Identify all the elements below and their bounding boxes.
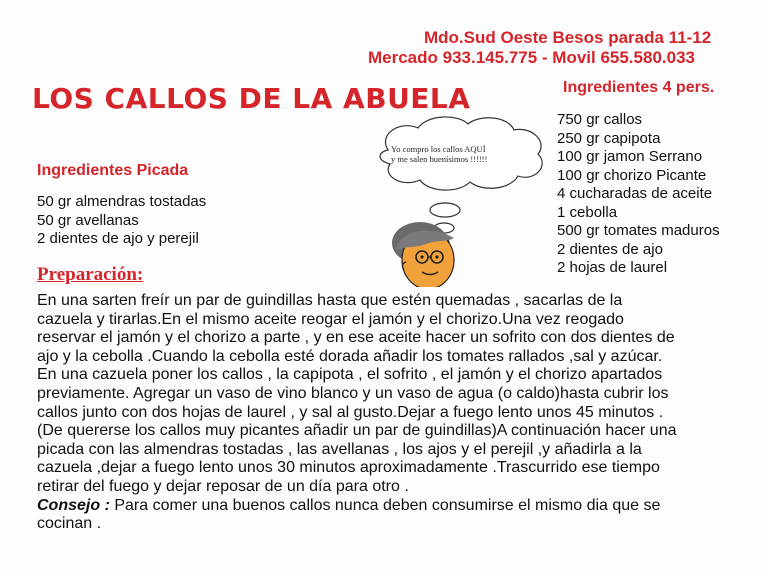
ingredients-list — [557, 111, 720, 278]
list-item: 2 dientes de ajo y perejil — [37, 230, 199, 247]
paragraph-line: En una cazuela poner los callos , la capipota , el sofrito , el jamón y el chorizo apartados — [37, 366, 663, 384]
thought-bubble-text — [391, 144, 487, 164]
paragraph-line: previamente. Agregar un vaso de vino blanco y un vaso de agua (o caldo)hasta cubrir los — [37, 384, 669, 402]
paragraph-line: ajo y la cebolla .Cuando la cebolla esté dorada añadir los tomates rallados ,sal y azúcar. — [37, 347, 663, 365]
list-item: 100 gr jamon Serrano — [557, 148, 703, 165]
tip-line-2: cocinan . — [37, 515, 102, 533]
paragraph-line: callos junto con dos hojas de laurel , y sal al gusto.Dejar a fuego lento unos 45 minutos . — [37, 403, 664, 421]
tip-text: Para comer una buenos callos nunca deben consumirse el mismo dia que se — [109, 496, 661, 514]
list-item: 4 cucharadas de aceite — [557, 185, 713, 202]
list-item: 50 gr almendras tostadas — [37, 193, 207, 210]
thought-bubble-illustration — [370, 112, 560, 287]
picada-list — [37, 193, 206, 249]
page-title: LOS CALLOS DE LA ABUELA — [32, 82, 471, 115]
paragraph-line: cazuela y tirarlas.En el mismo aceite reogar el jamón y el chorizo.Una vez reogado — [37, 310, 624, 328]
preparation-text — [37, 292, 757, 534]
list-item: 250 gr capipota — [557, 129, 661, 147]
list-item: 50 gr avellanas — [37, 211, 139, 229]
paragraph-line: picada con las almendras tostadas , las avellanas , los ajos y el perejil ,y añadirla a la — [37, 440, 642, 458]
list-item: 100 gr chorizo Picante — [557, 166, 707, 184]
list-item: 2 hojas de laurel — [557, 259, 668, 276]
preparation-heading: Preparación: — [37, 264, 144, 285]
tip-label: Consejo : — [37, 496, 110, 514]
list-item: 2 dientes de ajo — [557, 240, 663, 258]
paragraph-line: retirar del fuego y dejar reposar de un día para otro . — [37, 477, 409, 495]
list-item: 1 cebolla — [557, 203, 618, 221]
market-address: Mdo.Sud Oeste Besos parada 11-12 — [424, 28, 712, 47]
paragraph-line: (De quererse los callos muy picantes añadir un par de guindillas)A continuación hacer una — [37, 422, 677, 440]
paragraph-line: cazuela ,dejar a fuego lento unos 30 minutos aproximadamente .Trascurrido ese tiempo — [37, 459, 660, 477]
list-item: 500 gr tomates maduros — [557, 222, 720, 239]
market-phone: Mercado 933.145.775 - Movil 655.580.033 — [368, 48, 695, 67]
list-item: 750 gr callos — [557, 111, 643, 128]
paragraph-line: reservar el jamón y el chorizo a parte , y en ese aceite hacer un sofrito con dos dientes de — [37, 329, 675, 347]
thought-dot-large — [430, 203, 460, 217]
ingredients-heading: Ingredientes 4 pers. — [563, 79, 715, 96]
thought-line1: Yo compro los callos AQUÍ — [391, 144, 486, 154]
tip-line — [37, 497, 757, 516]
paragraph-line: En una sarten freír un par de guindillas hasta que estén quemadas , sacarlas de la — [37, 292, 623, 309]
picada-heading: Ingredientes Picada — [37, 162, 189, 179]
thought-line2: y me salen buenísimos !!!!!! — [391, 154, 488, 164]
